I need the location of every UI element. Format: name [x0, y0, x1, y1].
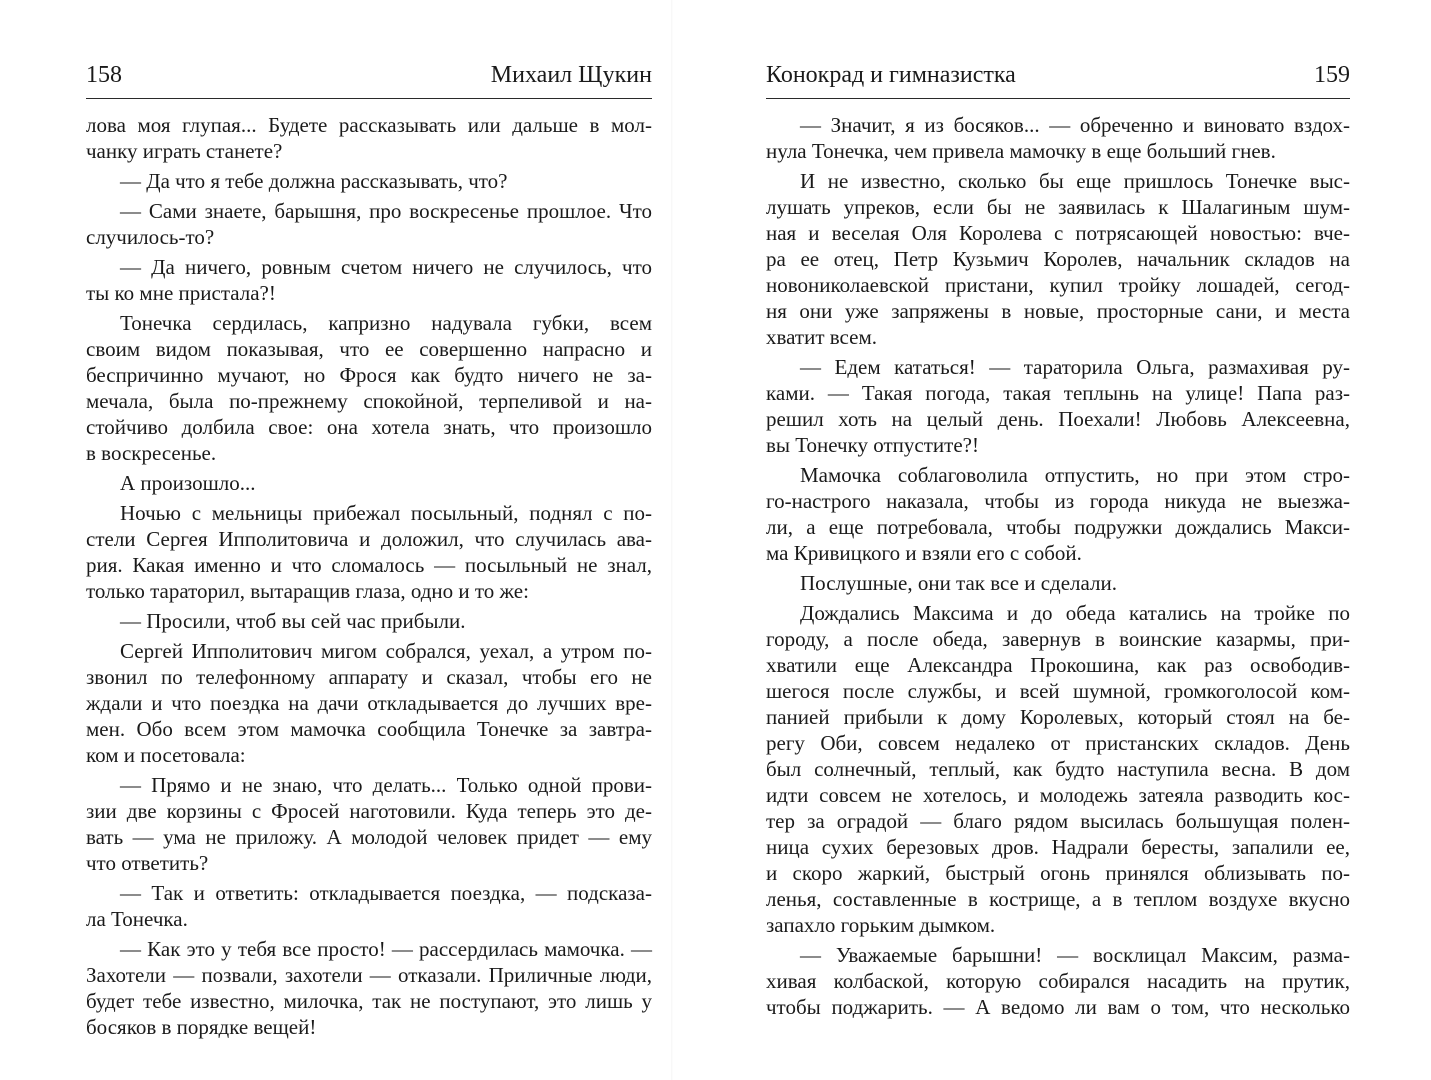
text-line: — Так и ответить: откладывается поездка, — подсказа-	[120, 881, 652, 905]
text-line: ня они уже запряжены в новые, просторные сани, и места	[766, 299, 1350, 323]
text-line: шегося после службы, и всей шумной, громкоголосой ком-	[766, 679, 1350, 703]
text-line: чанку играть станете?	[86, 139, 283, 163]
text-line: А произошло...	[120, 471, 256, 495]
text-line: ленья, составленные в кострище, а в теплом воздухе вкусно	[766, 887, 1350, 911]
text-line: ра ее отец, Петр Кузьмич Королев, начальник складов на	[766, 247, 1350, 271]
right-page-header	[766, 58, 1350, 99]
text-line: чтобы поджарить. — А ведомо ли вам о том, что несколько	[766, 995, 1350, 1019]
text-line: хивая колбаской, которую собирался насадить на прутик,	[766, 969, 1350, 993]
text-line: стойчиво долбила свое: она хотела знать, что произошло	[86, 415, 652, 439]
text-line: хватит всем.	[766, 325, 877, 349]
text-line: мен. Обо всем этом мамочка сообщила Тонечке за завтра-	[86, 717, 652, 741]
text-line: го-настрого наказала, чтобы из города никуда не выезжа-	[766, 489, 1350, 513]
text-line: решил хоть на целый день. Поехали! Любовь Алексеевна,	[766, 407, 1350, 431]
text-line: запахло горьким дымком.	[766, 913, 996, 937]
text-line: ками. — Такая погода, такая теплынь на улице! Папа раз-	[766, 381, 1350, 405]
text-line: нула Тонечка, чем привела мамочку в еще больший гнев.	[766, 139, 1276, 163]
text-line: ли, а еще потребовала, чтобы подружки дождались Макси-	[766, 515, 1350, 539]
text-line: И не известно, сколько бы еще пришлось Тонечке выс-	[800, 169, 1350, 193]
right-page	[766, 0, 1350, 1080]
text-line: рия. Какая именно и что сломалось — посыльный не знал,	[86, 553, 652, 577]
text-line: — Да что я тебе должна рассказывать, что?	[120, 169, 508, 193]
text-line: случилось-то?	[86, 225, 215, 249]
right-page-text	[766, 112, 1350, 1020]
text-line: ждали и что поездка на дачи откладывается до лучших вре-	[86, 691, 652, 715]
text-line: ма Кривицкого и взяли его с собой.	[766, 541, 1082, 565]
text-line: тер за оградой — благо рядом высилась большущая полен-	[766, 809, 1350, 833]
text-line: — Прямо и не знаю, что делать... Только одной прови-	[120, 773, 652, 797]
text-line: только тараторил, вытаращив глаза, одно и то же:	[86, 579, 529, 603]
text-line: новониколаевской пристани, купил тройку лошадей, сегод-	[766, 273, 1350, 297]
text-line: — Уважаемые барышни! — восклицал Максим, разма-	[800, 943, 1350, 967]
text-line: вы Тонечку отпустите?!	[766, 433, 979, 457]
text-line: ком и посетовала:	[86, 743, 246, 767]
text-line: ты ко мне пристала?!	[86, 281, 276, 305]
text-line: своим видом показывая, что ее совершенно напрасно и	[86, 337, 652, 361]
page-number: 158	[86, 62, 122, 88]
text-line: ная и веселая Оля Королева с потрясающей новостью: вче-	[766, 221, 1350, 245]
text-line: хватили еще Александра Прокошина, как раз освободив-	[766, 653, 1350, 677]
text-line: в воскресенье.	[86, 441, 217, 465]
left-page-text	[86, 112, 652, 1040]
text-line: регу Оби, совсем недалеко от пристанских складов. День	[766, 731, 1350, 755]
text-line: городу, а после обеда, завернув в воинские казармы, при-	[766, 627, 1350, 651]
text-line: и скоро жаркий, быстрый огонь принялся облизывать по-	[766, 861, 1350, 885]
text-line: Сергей Ипполитович мигом собрался, уехал, а утром по-	[120, 639, 652, 663]
text-line: лушать упреков, если бы не заявилась к Шалагиным шум-	[766, 195, 1350, 219]
text-line: Тонечка сердилась, капризно надувала губки, всем	[120, 311, 652, 335]
text-line: Захотели — позвали, захотели — отказали. Приличные люди,	[86, 963, 652, 987]
text-line: Послушные, они так все и сделали.	[800, 571, 1117, 595]
text-line: будет тебе известно, милочка, так не поступают, это лишь у	[86, 989, 652, 1013]
text-line: звонил по телефонному аппарату и сказал, чтобы его не	[86, 665, 652, 689]
text-line: был солнечный, теплый, как будто наступила весна. В дом	[766, 757, 1350, 781]
left-page	[86, 0, 652, 1080]
text-line: Дождались Максима и до обеда катались на тройке по	[800, 601, 1350, 625]
text-line: Мамочка соблаговолила отпустить, но при этом стро-	[800, 463, 1350, 487]
page-number: 159	[1314, 62, 1350, 88]
text-line: — Сами знаете, барышня, про воскресенье прошлое. Что	[120, 199, 652, 223]
text-line: босяков в порядке вещей!	[86, 1015, 317, 1039]
left-page-header	[86, 58, 652, 99]
text-line: лова моя глупая... Будете рассказывать или дальше в мол-	[86, 113, 652, 137]
text-line: — Как это у тебя все просто! — рассердилась мамочка. —	[120, 937, 652, 961]
text-line: вать — ума не приложу. А молодой человек придет — ему	[86, 825, 652, 849]
text-line: беспричинно мучают, но Фрося как будто ничего не за-	[86, 363, 652, 387]
text-line: — Значит, я из босяков... — обреченно и виновато вздох-	[800, 113, 1350, 137]
text-line: панией прибыли к дому Королевых, который стоял на бе-	[766, 705, 1350, 729]
text-line: мечала, была по-прежнему спокойной, терпеливой и на-	[86, 389, 652, 413]
text-line: зии две корзины с Фросей наготовили. Куда теперь это де-	[86, 799, 652, 823]
text-line: что ответить?	[86, 851, 209, 875]
running-title-book: Конокрад и гимназистка	[766, 62, 1016, 88]
text-line: идти совсем не хотелось, и молодежь затеяла разводить кос-	[766, 783, 1350, 807]
text-line: Ночью с мельницы прибежал посыльный, поднял с по-	[120, 501, 652, 525]
text-line: — Едем кататься! — тараторила Ольга, размахивая ру-	[800, 355, 1350, 379]
text-line: ница сухих березовых дров. Надрали бересты, запалили ее,	[766, 835, 1350, 859]
text-line: — Просили, чтоб вы сей час прибыли.	[120, 609, 466, 633]
text-line: стели Сергея Ипполитовича и доложил, что случилась ава-	[86, 527, 652, 551]
text-line: — Да ничего, ровным счетом ничего не случилось, что	[120, 255, 652, 279]
text-line: ла Тонечка.	[86, 907, 188, 931]
running-title-author: Михаил Щукин	[490, 62, 652, 88]
